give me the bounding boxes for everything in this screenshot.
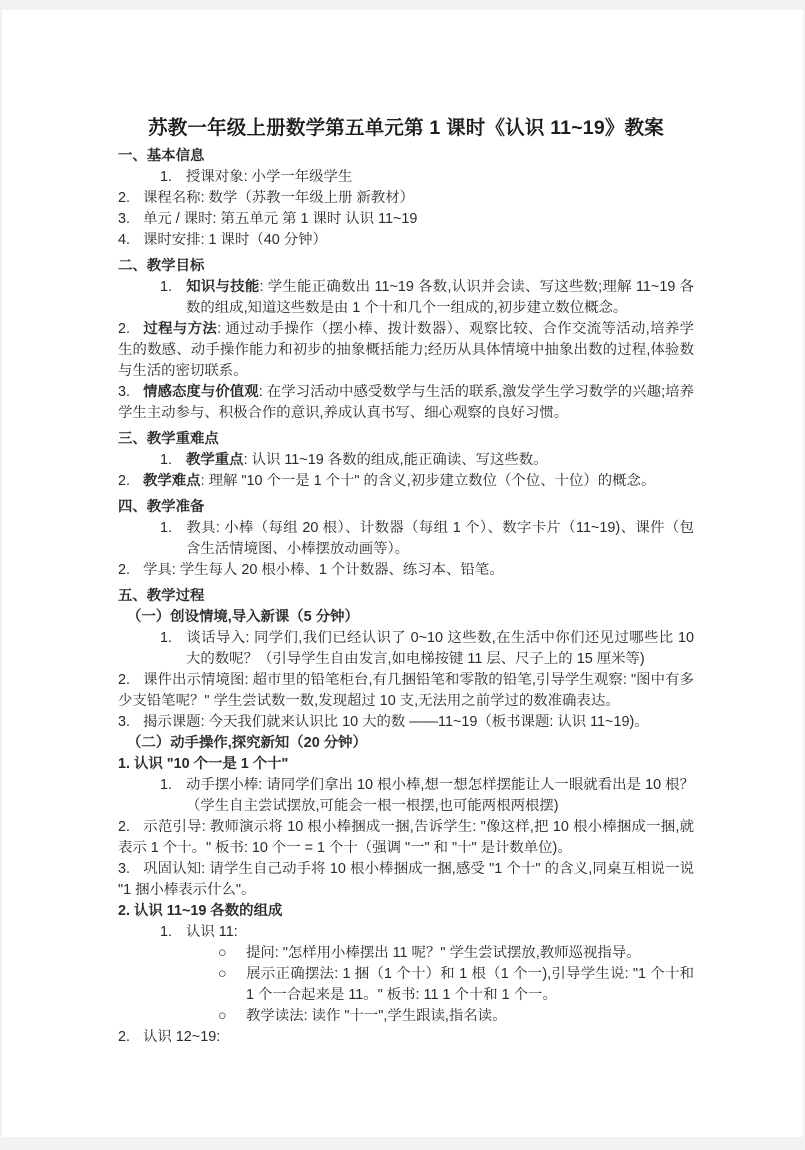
list-marker: 3. — [118, 861, 131, 877]
list-item-text: 同学们,我们已经认识了 0~10 这些数,在生活中你们还见过哪些比 10 大的数呢？（引导学生自由发言,如电梯按键 11 层、尺子上的 15 厘米等) — [186, 630, 694, 667]
list-item-text: 认识 12~19: — [143, 1029, 221, 1045]
heading-sub-two: 2. 认识 11~19 各数的组成 — [118, 903, 283, 919]
list-marker: 2. — [118, 562, 131, 578]
list-item-label: 单元 / 课时: — [143, 211, 217, 227]
page-title: 苏教一年级上册数学第五单元第 1 课时《认识 11~19》教案 — [148, 117, 664, 139]
list-item-text: : 在学习活动中感受数学与生活的联系,激发学生学习数学的兴趣;培养学生主动参与、积极合作的意识,养成认真书写、细心观察的良好习惯。 — [118, 384, 694, 421]
heading-process: 五、教学过程 — [118, 588, 205, 604]
list-item-text: 1 捆（1 个十）和 1 根（1 个一),引导学生说: "1 个十和 1 个一合起来是 11。" 板书: 11 1 个十和 1 个一。 — [246, 966, 695, 1003]
list-item-label: 巩固认知: — [143, 861, 206, 877]
list-item-label: 课时安排: — [143, 232, 205, 248]
bullet-circle-icon: ○ — [218, 966, 227, 982]
list-item — [118, 712, 694, 733]
list-item — [118, 943, 694, 964]
list-item-text: 今天我们就来认识比 10 大的数 ——11~19（板书课题: 认识 11~19)。 — [204, 714, 649, 730]
list-item-text: 请同学们拿出 10 根小棒,想一想怎样摆能让人一眼就看出是 10 根？（学生自主尝试摆放,可能会一根一根摆,也可能两根两根摆) — [186, 777, 694, 814]
list-marker: 1. — [160, 279, 173, 295]
list-item-text: 请学生自己动手将 10 根小棒捆成一捆,感受 "1 个十" 的含义,同桌互相说一说 "1 捆小棒表示什么"。 — [118, 861, 694, 898]
list-item — [118, 471, 694, 492]
bullet-circle-icon: ○ — [218, 945, 227, 961]
list-item-label: 展示正确摆法: — [246, 966, 339, 982]
list-marker: 2. — [118, 473, 131, 489]
list-item-label: 揭示课题: — [143, 714, 205, 730]
list-item — [118, 628, 694, 670]
list-item — [118, 230, 694, 251]
list-item-text: : 学生能正确数出 11~19 各数,认识并会读、写这些数;理解 11~19 各数的组成,知道这些数是由 1 个十和几个一组成的,初步建立数位概念。 — [186, 279, 694, 316]
list-item — [118, 167, 694, 188]
list-item — [118, 775, 694, 817]
list-item — [118, 859, 694, 901]
list-item-text: 小学一年级学生 — [247, 169, 353, 185]
list-item — [118, 209, 694, 230]
list-marker: 2. — [118, 819, 131, 835]
list-item-text: : 认识 11~19 各数的组成,能正确读、写这些数。 — [243, 452, 548, 468]
list-item — [118, 670, 694, 712]
list-item-text: : 理解 "10 个一是 1 个十" 的含义,初步建立数位（个位、十位）的概念。 — [200, 473, 656, 489]
list-item-label: 教学难点 — [143, 473, 201, 489]
list-item — [118, 1027, 694, 1048]
list-item-text: 认识 11: — [186, 924, 238, 940]
list-item-label: 谈话导入: — [186, 630, 250, 646]
list-marker: 1. — [160, 520, 173, 536]
list-item — [118, 560, 694, 581]
list-item — [118, 319, 694, 382]
list-item-label: 情感态度与价值观 — [143, 384, 259, 400]
list-item-label: 示范引导: — [143, 819, 206, 835]
list-marker: 3. — [118, 384, 131, 400]
list-item-text: 读作 "十一",学生跟读,指名读。 — [307, 1008, 507, 1024]
list-item-label: 教学重点 — [186, 452, 244, 468]
list-item-label: 学具: — [143, 562, 176, 578]
heading-process-part-two: （二）动手操作,探究新知（20 分钟） — [127, 735, 367, 751]
list-item-text: 超市里的铅笔柜台,有几捆铅笔和零散的铅笔,引导学生观察: "图中有多少支铅笔呢？" 学生尝试数一数,发现超过 10 支,无法用之前学过的数准确表达。 — [118, 672, 694, 709]
list-item-label: 动手摆小棒: — [186, 777, 263, 793]
list-marker: 3. — [118, 211, 131, 227]
heading-process-part-one: （一）创设情境,导入新课（5 分钟） — [127, 609, 359, 625]
list-marker: 2. — [118, 1029, 131, 1045]
list-marker: 2. — [118, 672, 131, 688]
list-item — [118, 1006, 694, 1027]
list-item-label: 知识与技能 — [186, 279, 260, 295]
list-marker: 1. — [160, 169, 173, 185]
list-item-text: 小棒（每组 20 根）、计数器（每组 1 个）、数字卡片（11~19)、课件（包含生活情境图、小棒摆放动画等）。 — [186, 520, 694, 557]
list-item-label: 教具: — [186, 520, 220, 536]
list-item — [118, 817, 694, 859]
list-marker: 1. — [160, 777, 173, 793]
heading-key-points: 三、教学重难点 — [118, 431, 219, 447]
list-item-text: 数学（苏教一年级上册 新教材） — [204, 190, 415, 206]
list-item — [118, 964, 694, 1006]
list-marker: 1. — [160, 452, 173, 468]
list-item-label: 提问: — [246, 945, 279, 961]
heading-sub-one: 1. 认识 "10 个一是 1 个十" — [118, 756, 289, 772]
list-item — [118, 922, 694, 943]
list-item — [118, 188, 694, 209]
list-item — [118, 277, 694, 319]
list-marker: 2. — [118, 190, 131, 206]
list-item-text: 第五单元 第 1 课时 认识 11~19 — [216, 211, 418, 227]
heading-objectives: 二、教学目标 — [118, 258, 205, 274]
document-body — [118, 10, 694, 1048]
heading-basic-info: 一、基本信息 — [118, 148, 205, 164]
list-item-label: 授课对象: — [186, 169, 248, 185]
list-marker: 2. — [118, 321, 131, 337]
list-item-label: 教学读法: — [246, 1008, 308, 1024]
list-marker: 3. — [118, 714, 131, 730]
list-item-text: 1 课时（40 分钟） — [204, 232, 327, 248]
heading-preparation: 四、教学准备 — [118, 499, 205, 515]
document-page — [2, 10, 803, 1137]
list-item-label: 课件出示情境图: — [143, 672, 249, 688]
bullet-circle-icon: ○ — [218, 1008, 227, 1024]
list-marker: 1. — [160, 924, 173, 940]
list-item — [118, 450, 694, 471]
list-item-text: 学生每人 20 根小棒、1 个计数器、练习本、铅笔。 — [175, 562, 504, 578]
list-item — [118, 518, 694, 560]
list-item-text: : 通过动手操作（摆小棒、拨计数器）、观察比较、合作交流等活动,培养学生的数感、动手操作能力和初步的抽象概括能力;经历从具体情境中抽象出数的过程,体验数与生活的密切联系。 — [118, 321, 694, 379]
list-item-text: 教师演示将 10 根小棒捆成一捆,告诉学生: "像这样,把 10 根小棒捆成一捆,就表示 1 个十。" 板书: 10 个一 = 1 个十（强调 "一" 和 "十" 是计数单位)。 — [118, 819, 695, 856]
list-item — [118, 382, 694, 424]
list-item-text: "怎样用小棒摆出 11 呢？" 学生尝试摆放,教师巡视指导。 — [278, 945, 641, 961]
list-marker: 1. — [160, 630, 173, 646]
list-item-label: 过程与方法 — [143, 321, 218, 337]
list-item-label: 课程名称: — [143, 190, 205, 206]
list-marker: 4. — [118, 232, 131, 248]
